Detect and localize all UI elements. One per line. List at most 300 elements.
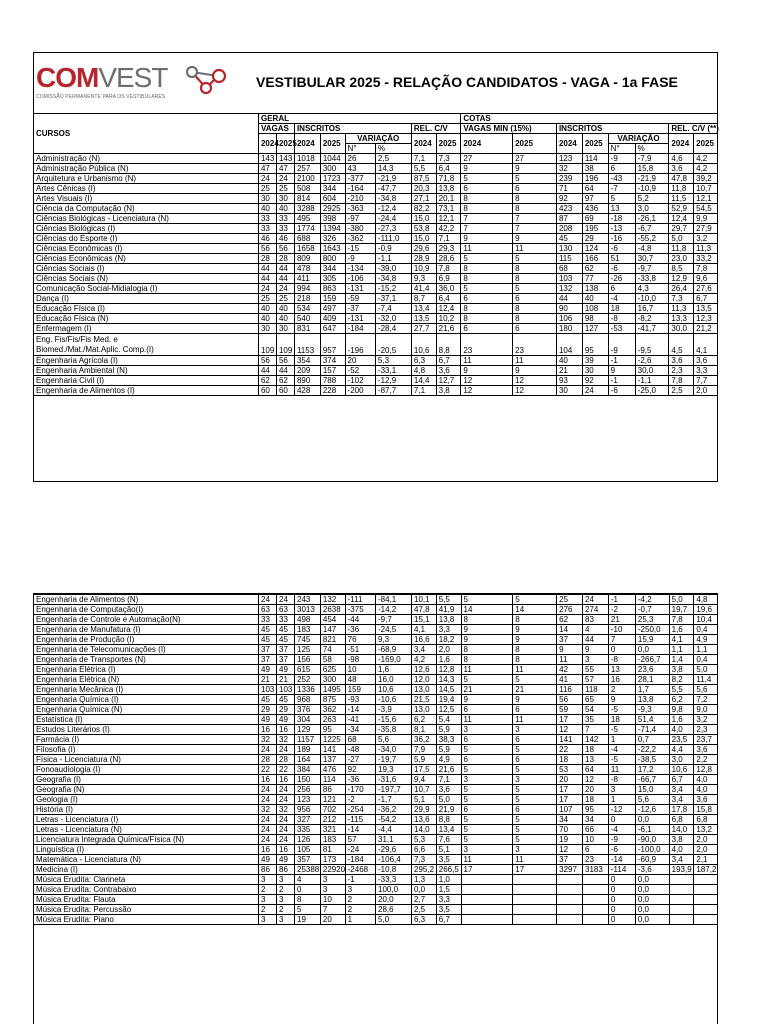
table-cell: 25 [276, 184, 294, 194]
course-name: Letras - Licenciatura (N) [34, 825, 259, 835]
table-cell: 24 [277, 825, 295, 835]
table-cell: 1336 [295, 685, 321, 695]
table-cell: 11 [608, 765, 635, 775]
table-cell: 300 [320, 164, 345, 174]
table-cell: -1,1 [375, 254, 411, 264]
table-cell: 374 [320, 356, 345, 366]
table-cell: 2,7 [412, 895, 437, 905]
table-cell: 19,4 [436, 695, 461, 705]
table-cell: -15,2 [375, 284, 411, 294]
table-cell: 276 [557, 605, 583, 615]
table-cell: 32 [277, 735, 295, 745]
table-row [34, 635, 718, 645]
table-cell: -34,0 [376, 745, 412, 755]
table-cell: 24 [258, 284, 276, 294]
table-cell: 9,9 [694, 214, 718, 224]
course-name: Engenharia de Alimentos (I) [34, 386, 259, 396]
table-cell: 95 [583, 805, 609, 815]
table-cell: 11 [557, 655, 583, 665]
course-name: Música Erudita: Clarineta [34, 875, 259, 885]
table-cell: 3,6 [694, 356, 718, 366]
table-cell: 4 [583, 625, 609, 635]
table-cell: -1 [345, 875, 375, 885]
table-cell: 24 [277, 785, 295, 795]
table-cell: 4,0 [694, 775, 718, 785]
table-cell: 7 [461, 214, 513, 224]
table-cell: 90 [556, 304, 582, 314]
table-cell: 21,6 [436, 324, 461, 334]
table-cell: 100,0 [376, 885, 412, 895]
table-cell: -34 [345, 725, 375, 735]
table-cell: -9 [608, 154, 635, 164]
table-cell: 63 [259, 605, 277, 615]
table-cell: -34,8 [375, 194, 411, 204]
course-name-line2: Biomed./Mat./Mat.Aplic. Comp.(I) [36, 345, 154, 354]
table-cell: 137 [320, 755, 345, 765]
table-cell: 6,7 [669, 775, 694, 785]
table-cell: 14 [513, 605, 557, 615]
table-cell: 114 [582, 154, 608, 164]
table-cell: 123 [556, 154, 582, 164]
course-name: Geografia (I) [34, 775, 259, 785]
table-cell: 19,7 [669, 605, 694, 615]
table-row [34, 735, 718, 745]
table-cell: 5 [608, 194, 635, 204]
table-row [34, 615, 718, 625]
table-cell: 32 [556, 164, 582, 174]
table-cell: 92 [582, 376, 608, 386]
header-vagas: VAGAS [258, 124, 294, 134]
table-cell: 21 [259, 675, 277, 685]
table-cell: 0,7 [635, 735, 669, 745]
table-cell: 209 [294, 366, 320, 376]
header-rel-cv-cotas: REL. C/V (**) [669, 124, 718, 134]
table-cell: 10,6 [411, 334, 436, 356]
table-cell: 14,0 [412, 825, 437, 835]
course-name: Música Erudita: Contrabaixo [34, 885, 259, 895]
table-cell: 3288 [294, 204, 320, 214]
header-inscritos-cotas: INSCRITOS [556, 124, 668, 134]
table-cell: 13,8 [635, 695, 669, 705]
table-cell: 6,8 [694, 815, 718, 825]
table-cell: 12 [583, 775, 609, 785]
table-cell: 13 [608, 665, 635, 675]
table-cell: 23,5 [669, 735, 694, 745]
table-cell: 9 [513, 695, 557, 705]
table-cell: 68 [556, 264, 582, 274]
table-row [34, 765, 718, 775]
table-cell: 354 [294, 356, 320, 366]
header-variacao: VARIAÇÃO [345, 134, 411, 144]
table-cell: 60 [258, 386, 276, 396]
table-cell: 31,1 [376, 835, 412, 845]
table-cell: 71,8 [436, 174, 461, 184]
table-cell: -47,7 [375, 184, 411, 194]
table-cell: 183 [320, 835, 345, 845]
table-cell: 7,8 [436, 264, 461, 274]
table-cell: 49 [259, 855, 277, 865]
table-cell: 24 [582, 386, 608, 396]
table-cell: 3 [513, 725, 557, 735]
table-cell: 6,2 [669, 695, 694, 705]
table-cell: -2468 [345, 865, 375, 875]
table-cell: 2,1 [694, 855, 718, 865]
table-cell: 6 [513, 184, 557, 194]
table-cell: 189 [295, 745, 321, 755]
table-cell: 6,8 [669, 815, 694, 825]
course-name: Ciência da Computação (N) [34, 204, 259, 214]
table-cell: 6 [461, 324, 513, 334]
table-cell: 5,4 [436, 715, 461, 725]
table-cell: 23,7 [694, 735, 718, 745]
table-cell: 3,5 [436, 855, 461, 865]
table-cell: 9,0 [694, 705, 718, 715]
table-cell: 8 [461, 314, 513, 324]
table-cell: 498 [295, 615, 321, 625]
table-cell: 66 [583, 825, 609, 835]
table-row [34, 164, 718, 174]
table-cell: 27 [461, 154, 513, 164]
table-cell: -34,8 [375, 274, 411, 284]
table-cell: 142 [583, 735, 609, 745]
table-cell: -53 [608, 324, 635, 334]
table-cell: 257 [294, 164, 320, 174]
table-cell: 23 [461, 334, 513, 356]
table-cell: 228 [320, 386, 345, 396]
table-cell: 788 [320, 376, 345, 386]
table-cell: -24,5 [376, 625, 412, 635]
table-cell: -59 [345, 294, 375, 304]
table-cell: 0,0 [635, 875, 669, 885]
table-cell: -15,6 [376, 715, 412, 725]
table-row [34, 665, 718, 675]
table-cell: -10,9 [635, 184, 669, 194]
table-cell: -97 [345, 214, 375, 224]
table-cell: 0 [608, 915, 635, 925]
table-cell: -3,9 [376, 705, 412, 715]
table-cell: 6 [608, 164, 635, 174]
table-cell: 1,7 [635, 685, 669, 695]
table-cell [557, 915, 583, 925]
table-cell: 27,1 [411, 194, 436, 204]
table-cell: 17 [557, 785, 583, 795]
table-cell: 3,6 [694, 745, 718, 755]
table-cell: -54,2 [376, 815, 412, 825]
table-cell: 2 [277, 905, 295, 915]
table-cell: -10,6 [376, 695, 412, 705]
table-row [34, 745, 718, 755]
table-cell: 2100 [294, 174, 320, 184]
table-cell: 5 [461, 785, 513, 795]
table-cell: 24 [259, 745, 277, 755]
course-name: Arquitetura e Urbanismo (N) [34, 174, 259, 184]
table-cell: -26,1 [635, 214, 669, 224]
course-name: Dança (I) [34, 294, 259, 304]
table-cell: 127 [582, 324, 608, 334]
table-cell: 16 [277, 845, 295, 855]
table-cell: 30 [276, 194, 294, 204]
table-cell: -28,4 [375, 324, 411, 334]
table-cell: 3297 [557, 865, 583, 875]
table-cell: 19,3 [376, 765, 412, 775]
table-cell: -93 [345, 695, 375, 705]
table-row [34, 334, 718, 356]
table-cell: 2 [259, 905, 277, 915]
header-n: N° [345, 144, 375, 154]
table-cell: 0 [608, 895, 635, 905]
table-row [34, 154, 718, 164]
table-cell: 95 [582, 334, 608, 356]
table-cell: 30 [258, 194, 276, 204]
table-cell: 103 [259, 685, 277, 695]
table-cell: 3 [320, 875, 345, 885]
table-cell: 40 [582, 294, 608, 304]
table-cell: 5,1 [412, 795, 437, 805]
table-cell: 13,0 [412, 685, 437, 695]
table-cell: -21,9 [635, 174, 669, 184]
table-cell: 18 [608, 304, 635, 314]
course-name: Geologia (I) [34, 795, 259, 805]
table-cell: 19,6 [694, 605, 718, 615]
table-cell: 45 [277, 695, 295, 705]
table-cell: -90,0 [635, 835, 669, 845]
table-cell: -14 [608, 855, 635, 865]
table-cell: 5 [513, 765, 557, 775]
table-cell [669, 905, 694, 915]
table-cell: 1157 [295, 735, 321, 745]
table-cell: 300 [320, 675, 345, 685]
table-cell [669, 875, 694, 885]
table-cell: 17,5 [412, 765, 437, 775]
table-cell: -36 [345, 775, 375, 785]
table-cell: 28,1 [635, 675, 669, 685]
table-cell: 9 [557, 645, 583, 655]
table-cell: 5 [513, 795, 557, 805]
table-cell: 2 [345, 895, 375, 905]
table-cell: 20,0 [376, 895, 412, 905]
table-cell: -200 [345, 386, 375, 396]
table-cell [583, 905, 609, 915]
table-cell: 30 [556, 386, 582, 396]
table-cell: 0,0 [412, 885, 437, 895]
table-cell [513, 915, 557, 925]
header-cotas: COTAS [461, 114, 718, 124]
table-row [34, 825, 718, 835]
table-cell: 126 [295, 835, 321, 845]
table-cell: 64 [583, 765, 609, 775]
table-cell: 11,8 [669, 244, 694, 254]
table-row [34, 875, 718, 885]
table-cell [461, 905, 513, 915]
table-cell: 64 [582, 184, 608, 194]
table-row [34, 705, 718, 715]
table-cell: -3,6 [635, 865, 669, 875]
table-cell: 13,2 [694, 825, 718, 835]
table-cell: 423 [556, 204, 582, 214]
header-rel-cv: REL. C/V [411, 124, 460, 134]
table-cell: 1,1 [669, 645, 694, 655]
table-cell: 8 [461, 304, 513, 314]
table-cell: 3 [320, 885, 345, 895]
table-cell: 7,8 [669, 615, 694, 625]
table-cell: 28 [259, 755, 277, 765]
table-cell: -0,7 [635, 605, 669, 615]
table-cell: 3,8 [669, 665, 694, 675]
table-cell: 12,1 [436, 214, 461, 224]
table-cell: 11 [461, 356, 513, 366]
table-cell: 5,9 [436, 745, 461, 755]
table-cell: 19 [295, 915, 321, 925]
table-cell: 10,7 [694, 184, 718, 194]
table-cell: 28 [276, 254, 294, 264]
table-cell: 28 [258, 254, 276, 264]
table-cell: 44 [276, 274, 294, 284]
table-cell: -32,0 [375, 314, 411, 324]
table-cell: 141 [557, 735, 583, 745]
table-cell: 16 [259, 845, 277, 855]
table-cell: 7 [461, 224, 513, 234]
course-name: Artes Cênicas (I) [34, 184, 259, 194]
table-cell: 16 [277, 725, 295, 735]
table-cell: -10,8 [376, 865, 412, 875]
table-cell: 69 [582, 214, 608, 224]
table-cell: 5,0 [669, 595, 694, 605]
table-cell: 12 [461, 376, 513, 386]
table-cell: 9,3 [376, 635, 412, 645]
table-cell: 45 [277, 635, 295, 645]
table-cell: 625 [320, 665, 345, 675]
table-row [34, 685, 718, 695]
table-cell: 14,0 [669, 825, 694, 835]
table-cell: -210 [345, 194, 375, 204]
course-name: Engenharia Elétrica (I) [34, 665, 259, 675]
table-cell: -26 [608, 274, 635, 284]
table-cell: -363 [345, 204, 375, 214]
table-cell: 994 [294, 284, 320, 294]
header-inscritos: INSCRITOS [294, 124, 411, 134]
table-cell: 15,8 [635, 164, 669, 174]
table-cell: 14,3 [436, 675, 461, 685]
table-cell: 6 [461, 805, 513, 815]
table-cell: 173 [320, 855, 345, 865]
table-cell: 3 [277, 875, 295, 885]
table-row [34, 264, 718, 274]
table-cell: 7,6 [436, 835, 461, 845]
table-cell: -16 [608, 234, 635, 244]
table-cell: 3,5 [436, 905, 461, 915]
table-cell: 29,3 [436, 244, 461, 254]
table-cell: 2,0 [694, 835, 718, 845]
table-cell: 37 [557, 635, 583, 645]
table-cell: 25388 [295, 865, 321, 875]
table-row [34, 695, 718, 705]
table-cell: 2,3 [694, 725, 718, 735]
table-cell: 326 [320, 234, 345, 244]
table-cell: 4,1 [412, 625, 437, 635]
course-name: Matemática - Licenciatura (N) [34, 855, 259, 865]
table-cell: -36 [345, 625, 375, 635]
table-cell: 7 [513, 224, 557, 234]
table-cell: 357 [295, 855, 321, 865]
table-cell: 33,2 [694, 254, 718, 264]
table-cell: 21 [461, 685, 513, 695]
table-cell: 243 [295, 595, 321, 605]
table-cell: 5 [513, 595, 557, 605]
table-row [34, 376, 718, 386]
table-cell: 1,6 [376, 665, 412, 675]
table-cell: 495 [294, 214, 320, 224]
table-cell: 7 [583, 725, 609, 735]
table-cell: 37 [277, 655, 295, 665]
table-cell: 38,3 [436, 735, 461, 745]
course-name: Comunicação Social-Midialogia (I) [34, 284, 259, 294]
table-cell: 321 [320, 825, 345, 835]
table-cell: 8 [513, 615, 557, 625]
table-cell: 56 [557, 695, 583, 705]
table-cell: 34 [557, 815, 583, 825]
table-cell: 13 [583, 755, 609, 765]
table-cell: 5 [461, 795, 513, 805]
table-cell: 45 [259, 625, 277, 635]
table-cell: 7 [320, 905, 345, 915]
table-cell: 45 [277, 625, 295, 635]
table-cell: 71 [556, 184, 582, 194]
table-cell: 3 [461, 845, 513, 855]
table-cell: 27,7 [411, 324, 436, 334]
table-cell: 5,3 [412, 835, 437, 845]
table-cell: 411 [294, 274, 320, 284]
header-2024: 2024 [461, 134, 513, 154]
table-row [34, 194, 718, 204]
table-cell: 13,4 [411, 304, 436, 314]
table-cell: 5,6 [635, 795, 669, 805]
table-cell: 45 [556, 234, 582, 244]
table-cell: 56 [258, 244, 276, 254]
table-cell: 12,5 [436, 705, 461, 715]
table-row [34, 755, 718, 765]
header-2024: 2024 [556, 134, 582, 154]
table-cell [694, 875, 718, 885]
table-row [34, 366, 718, 376]
table-cell: 183 [295, 625, 321, 635]
table-cell: 478 [294, 264, 320, 274]
table-cell: 0 [608, 905, 635, 915]
table-cell: 6 [513, 294, 557, 304]
table-cell: -14 [345, 825, 375, 835]
table-row [34, 725, 718, 735]
table-cell: 1,3 [412, 875, 437, 885]
table-cell: 4,0 [669, 725, 694, 735]
course-name: Ciências Econômicas (N) [34, 254, 259, 264]
table-cell: 22 [277, 765, 295, 775]
table-cell: -55,2 [635, 234, 669, 244]
course-name: Física - Licenciatura (N) [34, 755, 259, 765]
table-cell: 62 [276, 376, 294, 386]
table-cell: -20,5 [375, 334, 411, 356]
table-row [34, 605, 718, 615]
table-cell: 10 [583, 835, 609, 845]
table-cell: 9 [461, 366, 513, 376]
table-cell: 49 [277, 855, 295, 865]
table-cell: -12 [608, 805, 635, 815]
table-cell: 12 [557, 845, 583, 855]
table-cell: 22920 [320, 865, 345, 875]
table-cell: 3,6 [436, 366, 461, 376]
table-cell: 21,5 [412, 695, 437, 705]
table-cell: 43 [345, 164, 375, 174]
table-cell: 8 [513, 264, 557, 274]
table-cell: 5,6 [694, 685, 718, 695]
